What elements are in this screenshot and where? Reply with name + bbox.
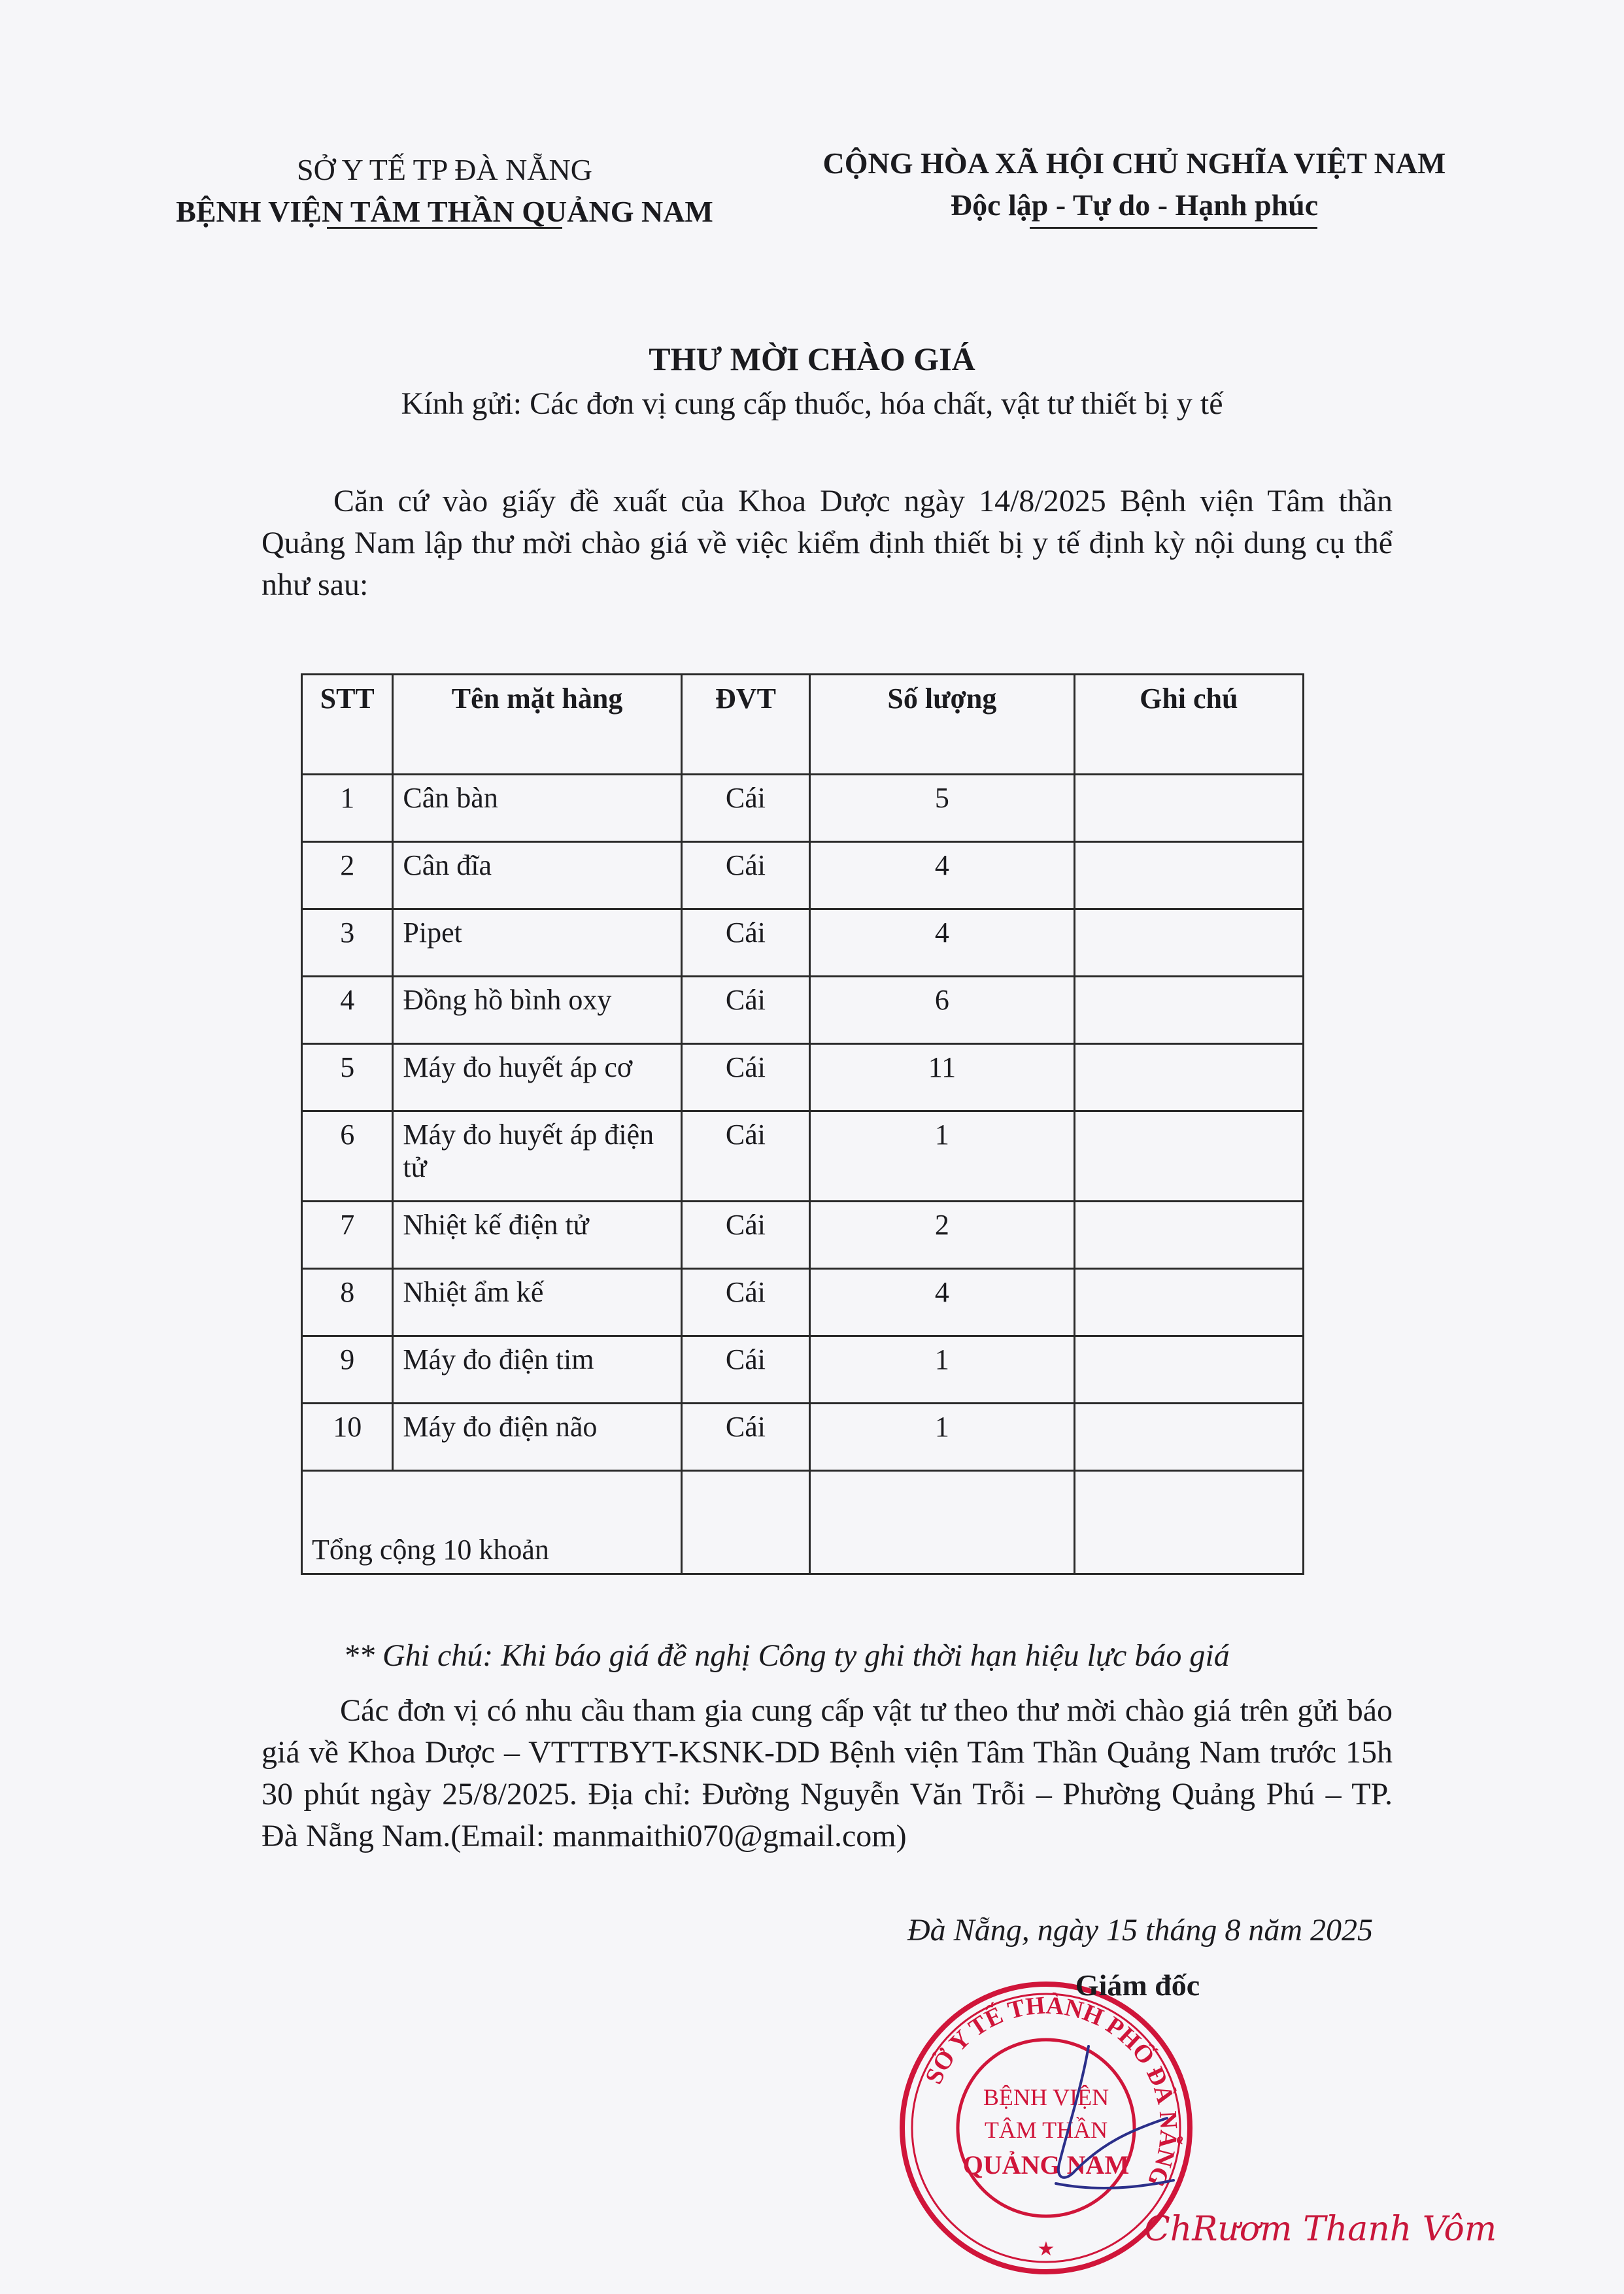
header-left [131,149,758,233]
cell-unit: Cái [681,1336,809,1404]
cell-name: Cân đĩa [393,842,681,909]
total-note-cell [1074,1471,1303,1574]
cell-unit: Cái [681,842,809,909]
total-unit-cell [681,1471,809,1574]
hospital-name: BỆNH VIỆN TÂM THẦN QUẢNG NAM [176,195,713,228]
cell-name: Máy đo điện tim [393,1336,681,1404]
cell-unit: Cái [681,1404,809,1471]
intro-paragraph: Căn cứ vào giấy đề xuất của Khoa Dược ngày 14/8/2025 Bệnh viện Tâm thần Quảng Nam lập thư mời chào giá về việc kiểm định thiết bị y tế định kỳ nội dung cụ thể như sau: [262,484,1393,602]
cell-name: Pipet [393,909,681,977]
date-line: Đà Nẵng, ngày 15 tháng 8 năm 2025 [907,1913,1373,1948]
document-title: THƯ MỜI CHÀO GIÁ [649,341,975,377]
seal-center-line-2: TÂM THẦN [984,2117,1108,2143]
cell-qty: 2 [810,1202,1074,1269]
cell-qty: 1 [810,1336,1074,1404]
table-row [302,1202,1304,1269]
table-row [302,1044,1304,1111]
table-row [302,1111,1304,1202]
department-name: SỞ Y TẾ TP ĐÀ NẴNG [297,153,592,186]
national-title: CỘNG HÒA XÃ HỘI CHỦ NGHĨA VIỆT NAM [822,146,1446,180]
cell-qty: 1 [810,1404,1074,1471]
header-quantity: Số lượng [810,675,1074,775]
table-row [302,1336,1304,1404]
cell-note [1074,775,1303,842]
cell-name: Đồng hồ bình oxy [393,977,681,1044]
cell-name: Nhiệt ẩm kế [393,1269,681,1336]
cell-unit: Cái [681,977,809,1044]
cell-note [1074,1202,1303,1269]
cell-qty: 6 [810,977,1074,1044]
cell-unit: Cái [681,909,809,977]
cell-stt: 7 [302,1202,393,1269]
cell-note [1074,1336,1303,1404]
cell-name: Máy đo huyết áp cơ [393,1044,681,1111]
cell-qty: 1 [810,1111,1074,1202]
table-row [302,909,1304,977]
seal-star-icon: ★ [1037,2238,1055,2260]
cell-note [1074,1269,1303,1336]
cell-qty: 4 [810,909,1074,977]
cell-name: Máy đo điện não [393,1404,681,1471]
cell-unit: Cái [681,1111,809,1202]
cell-stt: 6 [302,1111,393,1202]
cell-note [1074,1111,1303,1202]
submission-paragraph: Các đơn vị có nhu cầu tham gia cung cấp vật tư theo thư mời chào giá trên gửi báo giá về Khoa Dược – VTTTBYT-KSNK-DD Bệnh viện Tâm Thần Quảng Nam trước 15h 30 phút ngày 25/8/2025. Địa chỉ: Đường Nguyễn Văn Trỗi – Phường Quảng Phú – TP. Đà Nẵng Nam.(Email: manmaithi070@gmail.com) [262,1693,1393,1853]
cell-unit: Cái [681,1202,809,1269]
cell-qty: 4 [810,842,1074,909]
cell-unit: Cái [681,1269,809,1336]
cell-name: Cân bàn [393,775,681,842]
header-note: Ghi chú [1074,675,1303,775]
cell-stt: 1 [302,775,393,842]
total-qty-cell [810,1471,1074,1574]
cell-qty: 4 [810,1269,1074,1336]
signer-name: ChRươm Thanh Vôm [1144,2210,1497,2249]
quote-note: ** Ghi chú: Khi báo giá đề nghị Công ty ghi thời hạn hiệu lực báo giá [343,1638,1230,1673]
cell-qty: 5 [810,775,1074,842]
cell-unit: Cái [681,1044,809,1111]
header-left-underline [327,227,562,229]
cell-stt: 9 [302,1336,393,1404]
signer-title: Giám đốc [1075,1968,1200,2002]
cell-note [1074,1044,1303,1111]
cell-name: Nhiệt kế điện tử [393,1202,681,1269]
table-row [302,1404,1304,1471]
cell-stt: 8 [302,1269,393,1336]
header-right-underline [1030,227,1317,229]
seal-center-line-3: QUẢNG NAM [962,2150,1130,2180]
header-item-name: Tên mặt hàng [393,675,681,775]
header-unit: ĐVT [681,675,809,775]
seal-center-line-1: BỆNH VIỆN [983,2084,1109,2110]
table-total-row [302,1471,1304,1574]
cell-qty: 11 [810,1044,1074,1111]
cell-stt: 2 [302,842,393,909]
cell-note [1074,977,1303,1044]
header-stt: STT [302,675,393,775]
cell-note [1074,909,1303,977]
cell-stt: 4 [302,977,393,1044]
cell-stt: 10 [302,1404,393,1471]
header-right [765,143,1504,226]
total-label: Tổng cộng 10 khoản [302,1471,682,1574]
table-header-row [302,675,1304,775]
table-row [302,977,1304,1044]
items-table [301,673,1304,1575]
cell-unit: Cái [681,775,809,842]
cell-note [1074,842,1303,909]
cell-note [1074,1404,1303,1471]
recipient-line: Kính gửi: Các đơn vị cung cấp thuốc, hóa chất, vật tư thiết bị y tế [401,386,1223,421]
seal-ring-text: SỞ Y TẾ THÀNH PHỐ ĐÀ NẴNG [920,1991,1183,2191]
table-row [302,1269,1304,1336]
cell-stt: 3 [302,909,393,977]
cell-stt: 5 [302,1044,393,1111]
table-row [302,842,1304,909]
cell-name: Máy đo huyết áp điện tử [393,1111,681,1202]
table-row [302,775,1304,842]
national-motto: Độc lập - Tự do - Hạnh phúc [950,188,1319,222]
